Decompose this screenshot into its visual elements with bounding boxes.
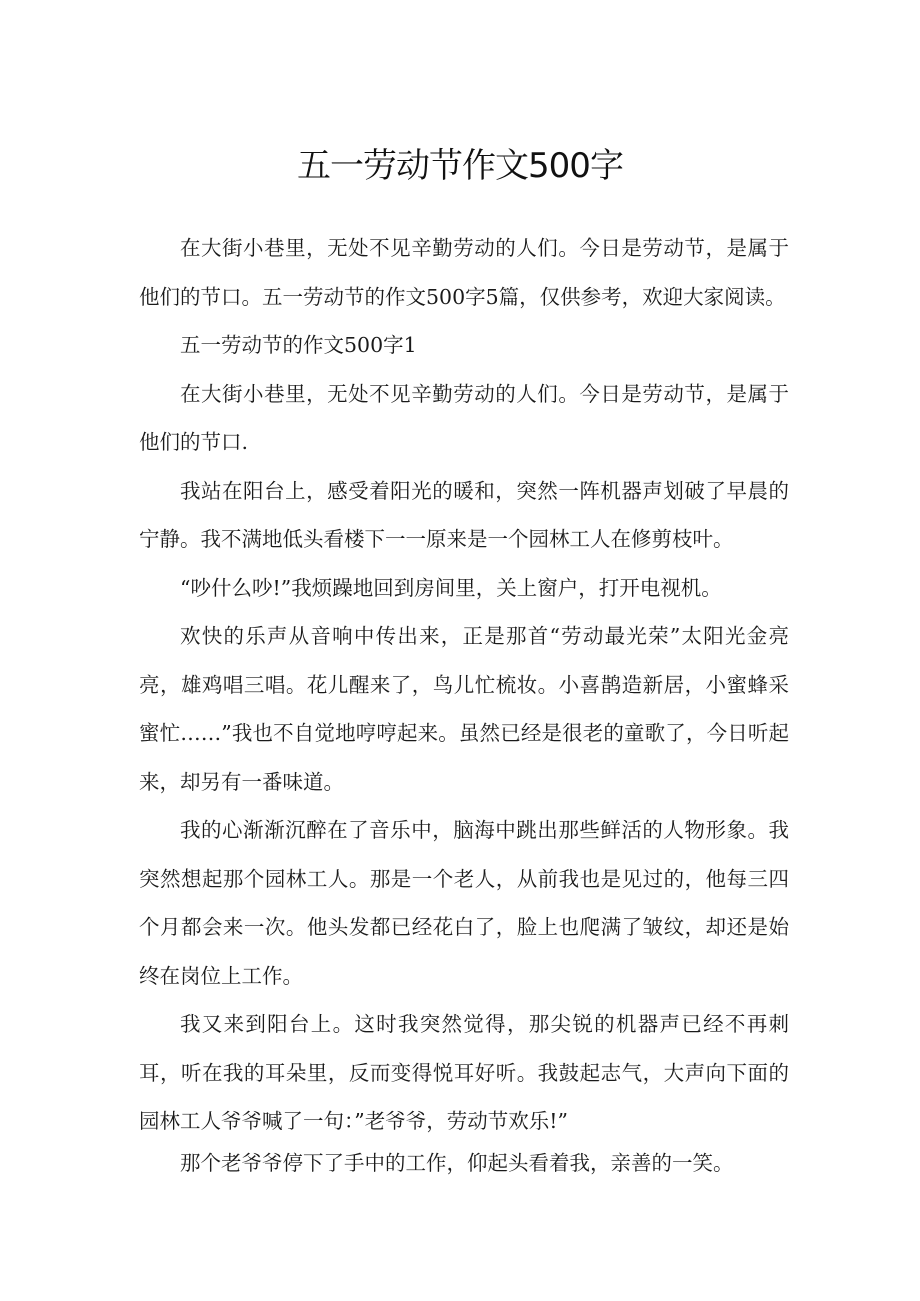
- paragraph: 在大街小巷里，无处不见辛勤劳动的人们。今日是劳动节，是属于他们的节口.: [139, 381, 789, 454]
- paragraph: “吵什么吵!”我烦躁地回到房间里，关上窗户，打开电视机。: [180, 575, 722, 600]
- paragraph-intro: 在大街小巷里，无处不见辛勤劳动的人们。今日是劳动节，是属于他们的节口。五一劳动节的作文500字5篇，仅供参考，欢迎大家阅读。: [139, 236, 789, 309]
- paragraph: 那个老爷爷停下了手中的工作，仰起头看着我，亲善的一笑。: [180, 1150, 734, 1175]
- paragraph: 我的心渐渐沉醉在了音乐中，脑海中跳出那些鲜活的人物形象。我突然想起那个园林工人。那是一个老人，从前我也是见过的，他每三四个月都会来一次。他头发都已经花白了，脸上也爬满了皱纹，却还是始终在岗位上工作。: [139, 818, 789, 988]
- paragraph: 我又来到阳台上。这时我突然觉得，那尖锐的机器声已经不再刺耳，听在我的耳朵里，反而变得悦耳好听。我鼓起志气，大声向下面的园林工人爷爷喊了一句：”老爷爷，劳动节欢乐!”: [139, 1012, 789, 1133]
- document-title: 五一劳动节作文500字: [297, 146, 623, 186]
- paragraph: 欢快的乐声从音响中传出来，正是那首“劳动最光荣”太阳光金亮亮，雄鸡唱三唱。花儿醒来了，鸟儿忙梳妆。小喜鹊造新居，小蜜蜂采蜜忙……”我也不自觉地哼哼起来。虽然已经是很老的童歌了，今日听起来，却另有一番味道。: [139, 624, 789, 794]
- document-body: [139, 224, 789, 1187]
- paragraph-section-heading: 五一劳动节的作文500字1: [180, 333, 417, 357]
- paragraph: 我站在阳台上，感受着阳光的暖和，突然一阵机器声划破了早晨的宁静。我不满地低头看楼下一一原来是一个园林工人在修剪枝叶。: [139, 478, 789, 551]
